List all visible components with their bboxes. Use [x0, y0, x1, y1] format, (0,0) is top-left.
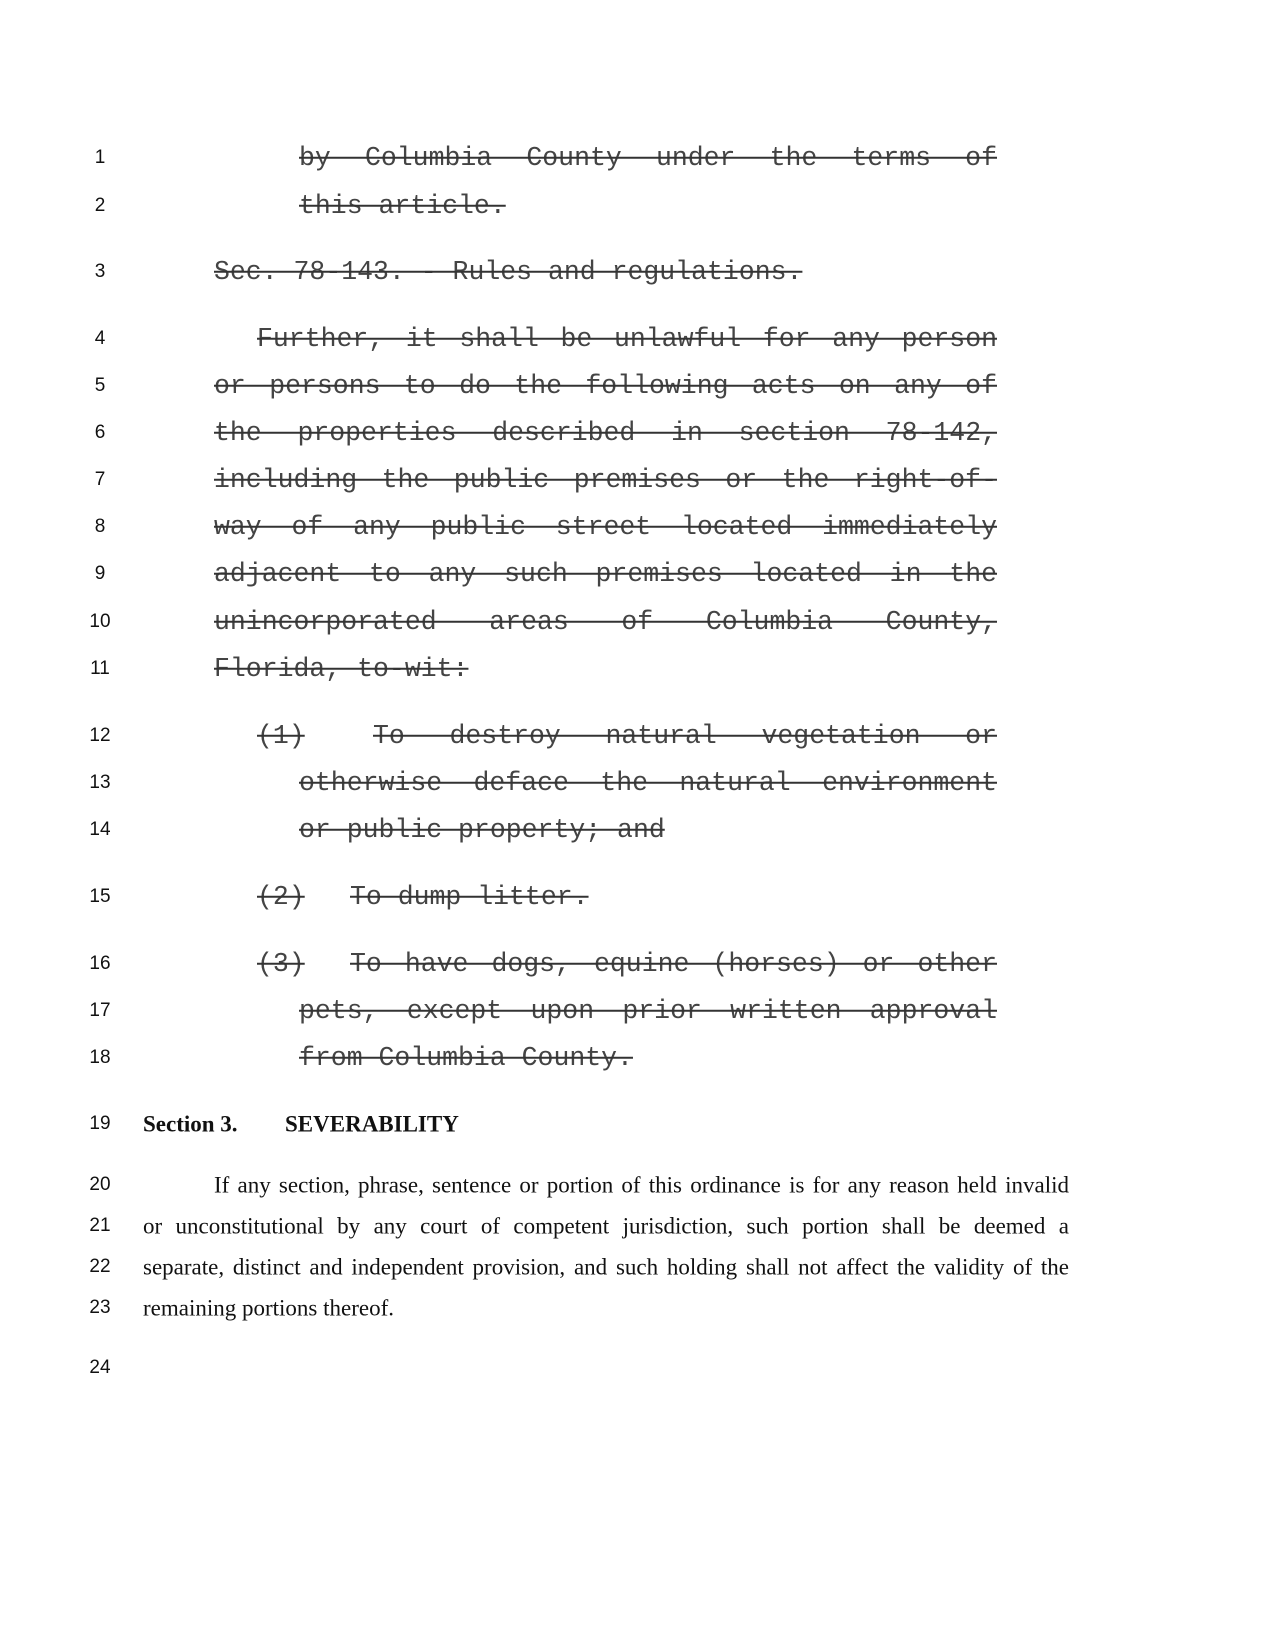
line-number: 16: [89, 953, 111, 974]
deleted-text-line: Florida, to-wit:: [214, 653, 469, 684]
deleted-text-line: from Columbia County.: [299, 1042, 633, 1073]
line-number: 18: [89, 1047, 111, 1068]
deleted-item-number: (1): [257, 720, 305, 751]
deleted-item-number: (2): [257, 881, 305, 912]
line-number: 11: [90, 658, 110, 679]
deleted-text-line: To destroy natural vegetation or: [373, 720, 997, 751]
deleted-text-line: unincorporated areas of Columbia County,: [214, 606, 997, 637]
deleted-text-line: the properties described in section 78-142,: [214, 417, 997, 448]
deleted-item-number: (3): [257, 948, 305, 979]
line-number: 7: [94, 469, 106, 490]
deleted-text-line: To have dogs, equine (horses) or other: [350, 948, 997, 979]
deleted-text-line: pets, except upon prior written approval: [299, 995, 997, 1026]
deleted-text-line: this article.: [299, 190, 506, 221]
line-number: 8: [94, 516, 106, 537]
body-text-line: or unconstitutional by any court of competent jurisdiction, such portion shall be deemed a: [143, 1213, 1069, 1239]
deleted-section-heading: Sec. 78-143. - Rules and regulations.: [214, 256, 803, 287]
deleted-text-line: adjacent to any such premises located in the: [214, 558, 997, 589]
line-number: 13: [89, 772, 111, 793]
line-number: 20: [89, 1174, 111, 1195]
line-number: 19: [89, 1113, 111, 1134]
line-number: 21: [89, 1215, 111, 1236]
line-number: 1: [94, 147, 106, 168]
line-number: 5: [94, 375, 106, 396]
deleted-text-line: or public property; and: [299, 814, 665, 845]
body-text-line: remaining portions thereof.: [143, 1295, 395, 1321]
line-number: 14: [89, 819, 111, 840]
deleted-text-line: or persons to do the following acts on any of: [214, 370, 997, 401]
line-number: 24: [89, 1357, 111, 1378]
deleted-text-line: by Columbia County under the terms of: [299, 142, 997, 173]
line-number: 15: [89, 886, 111, 907]
deleted-text-line: To dump litter.: [350, 881, 589, 912]
deleted-text-line: including the public premises or the right-of-: [214, 464, 997, 495]
line-number: 10: [89, 611, 111, 632]
section-title: SEVERABILITY: [285, 1111, 459, 1137]
section-number: Section 3.: [143, 1111, 238, 1137]
line-number: 17: [89, 1000, 111, 1021]
deleted-text-line: way of any public street located immediately: [214, 511, 997, 542]
line-number: 23: [89, 1297, 111, 1318]
line-number: 22: [89, 1256, 111, 1277]
line-number: 6: [94, 422, 106, 443]
line-number: 3: [94, 261, 106, 282]
line-number: 12: [89, 725, 111, 746]
line-number: 9: [94, 563, 106, 584]
deleted-text-line: Further, it shall be unlawful for any person: [257, 323, 997, 354]
line-number: 4: [94, 328, 106, 349]
body-text-line: separate, distinct and independent provision, and such holding shall not affect the validity of the: [143, 1254, 1069, 1280]
body-text-line: If any section, phrase, sentence or portion of this ordinance is for any reason held invalid: [214, 1172, 1069, 1198]
deleted-text-line: otherwise deface the natural environment: [299, 767, 997, 798]
line-number: 2: [94, 195, 106, 216]
